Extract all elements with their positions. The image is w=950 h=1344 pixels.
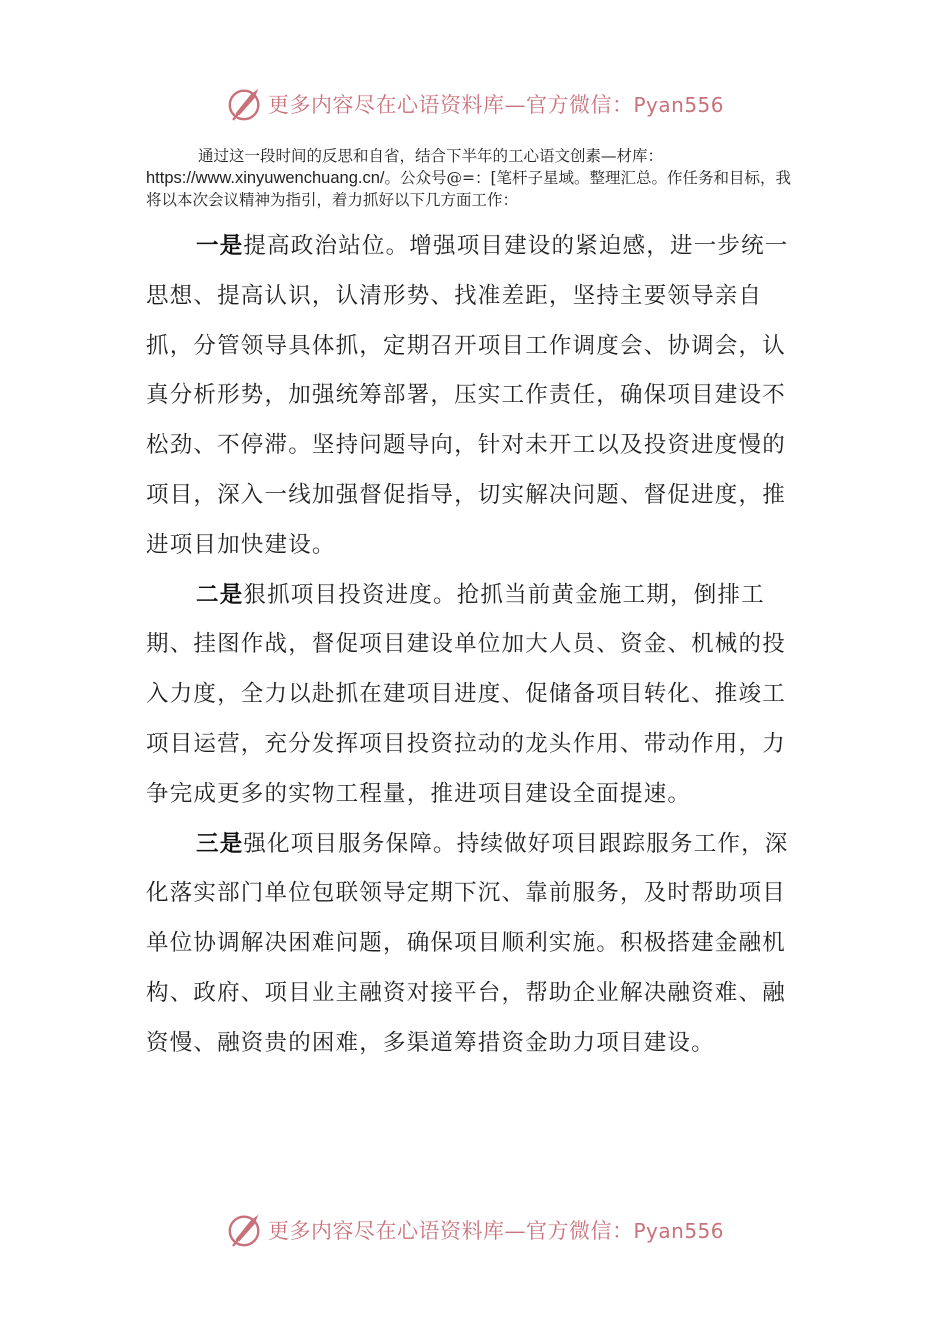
paragraph-1 xyxy=(146,222,806,571)
document-body xyxy=(146,222,806,1069)
intro-line-1: 通过这一段时间的反思和自省，结合下半年的工心语文创素—材库： xyxy=(198,147,664,165)
paragraph-2 xyxy=(146,571,806,820)
quill-pen-icon xyxy=(226,1211,264,1249)
banner-handle: Pyan556 xyxy=(633,1219,724,1243)
paragraph-3 xyxy=(146,820,806,1069)
banner-handle: Pyan556 xyxy=(633,93,724,117)
quill-pen-icon xyxy=(226,85,264,123)
banner-text: 更多内容尽在心语资料库—官方微信：Pyan556 xyxy=(267,93,724,117)
intro-line-2 xyxy=(146,167,806,211)
paragraph-2-text: 狠抓项目投资进度。抢抓当前黄金施工期，倒排工期、挂图作战，督促项目建设单位加大人员、资金、机械的投入力度，全力以赴抓在建项目进度、促储备项目转化、推竣工项目运营，充分发挥项目投资拉动的龙头作用、带动作用，力争完成更多的实物工程量，推进项目建设全面提速。 xyxy=(146,581,786,807)
banner-text: 更多内容尽在心语资料库—官方微信：Pyan556 xyxy=(267,1219,724,1243)
paragraph-1-lead: 一是 xyxy=(196,233,244,259)
footer-banner xyxy=(0,1208,950,1252)
intro-paragraph xyxy=(146,145,806,211)
paragraph-3-lead: 三是 xyxy=(196,830,244,857)
paragraph-2-lead: 二是 xyxy=(196,581,244,608)
website-link[interactable]: https://www.xinyuwenchuang.cn/ xyxy=(146,169,385,187)
paragraph-3-text: 强化项目服务保障。持续做好项目跟踪服务工作，深化落实部门单位包联领导定期下沉、靠前服务，及时帮助项目单位协调解决困难问题，确保项目顺利实施。积极搭建金融机构、政府、项目业主融资对接平台，帮助企业解决融资难、融资慢、融资贵的困难，多渠道筹措资金助力项目建设。 xyxy=(146,830,789,1056)
intro-line-2-text: 。公众号@=：[笔杆子星域。整理汇总。作任务和目标，我将以本次会议精神为指引，着力抓好以下几方面工作： xyxy=(146,169,792,209)
header-banner xyxy=(0,82,950,126)
paragraph-1-text: 提高政治站位。增强项目建设的紧迫感，进一步统一思想、提高认识，认清形势、找准差距，坚持主要领导亲自抓，分管领导具体抓，定期召开项目工作调度会、协调会，认真分析形势，加强统筹部署，压实工作责任，确保项目建设不松劲、不停滞。坚持问题导向，针对未开工以及投资进度慢的项目，深入一线加强督促指导，切实解决问题、督促进度，推进项目加快建设。 xyxy=(146,233,789,558)
